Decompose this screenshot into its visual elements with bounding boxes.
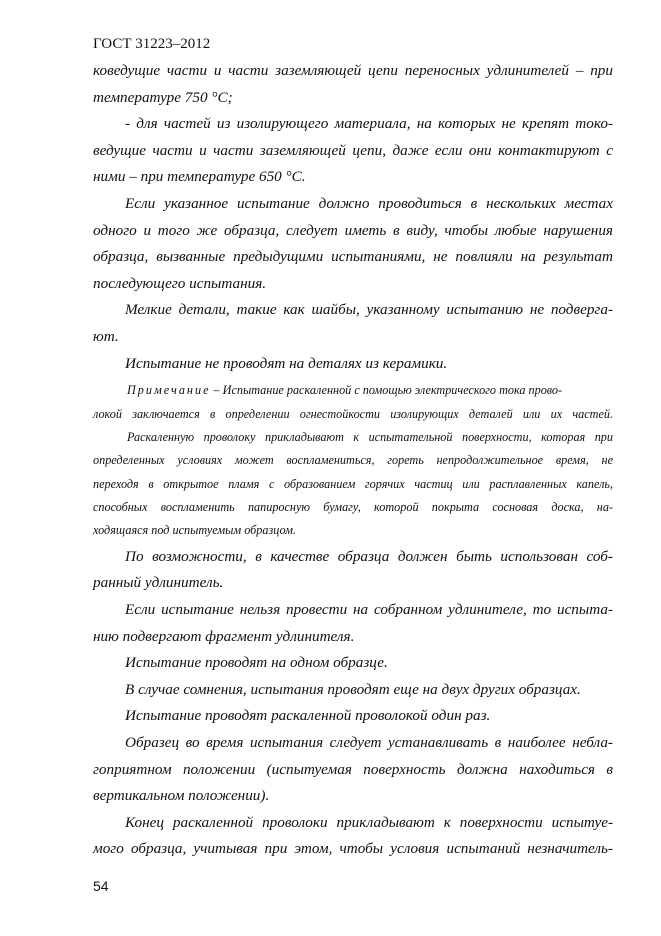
document-body <box>93 58 613 863</box>
text-line: ними – при температуре 650 °С. <box>93 168 306 186</box>
note-text: – Испытание раскаленной с помощью электрического тока прово- <box>210 383 563 398</box>
text-line: образца, вызванные предыдущими испытаниями, не повлияли на результат <box>93 248 613 266</box>
paragraph-first-line: Если указанное испытание должно проводиться в нескольких местах <box>125 194 613 212</box>
note-block <box>93 379 613 543</box>
text-line: ют. <box>93 327 119 345</box>
text-line: ведущие части и части заземляющей цепи, даже если они контактируют с <box>93 141 613 159</box>
text-line: коведущие части и части заземляющей цепи переносных удлинителей – при <box>93 62 613 79</box>
text-line: последующего испытания. <box>93 274 267 292</box>
text-line: ранный удлинитель. <box>93 574 224 592</box>
paragraph-first-line: Испытание проводят на одном образце. <box>125 654 388 672</box>
paragraph-first-line: В случае сомнения, испытания проводят еще на двух других образцах. <box>125 680 581 698</box>
paragraph-first-line: Мелкие детали, такие как шайбы, указанному испытанию не подверга- <box>125 301 613 319</box>
paragraph-first-line: Испытание не проводят на деталях из керамики. <box>125 354 448 372</box>
text-line: вертикальном положении). <box>93 787 270 805</box>
paragraph-first-line: По возможности, в качестве образца должен быть использован соб- <box>125 547 613 565</box>
text-line: одного и того же образца, следует иметь в виду, чтобы любые нарушения <box>93 221 613 239</box>
note-line: определенных условиях может воспламениться, гореть непродолжительное время, не <box>93 453 613 468</box>
paragraph-first-line: Если испытание нельзя провести на собранном удлинителе, то испыта- <box>125 601 613 619</box>
page-number: 54 <box>93 878 109 894</box>
text-line: нию подвергают фрагмент удлинителя. <box>93 627 355 645</box>
text-line: температуре 750 °С; <box>93 88 233 106</box>
note-line: локой заключается в определении огнестойкости изолирующих деталей или их частей. <box>93 406 613 421</box>
text-line: гоприятном положении (испытуемая поверхность должна находиться в <box>93 760 613 778</box>
page-header-standard-id: ГОСТ 31223–2012 <box>93 36 211 52</box>
paragraph-first-line: Конец раскаленной проволоки прикладывают к поверхности испытуе- <box>125 813 613 831</box>
note-line <box>93 379 613 402</box>
list-item-line: - для частей из изолирующего материала, на которых не крепят токо- <box>125 115 613 133</box>
note-line: ходящаяся под испытуемым образцом. <box>93 523 296 538</box>
paragraph-first-line: Образец во время испытания следует устанавливать в наиболее небла- <box>125 734 613 752</box>
text-line: мого образца, учитывая при этом, чтобы условия испытаний незначитель- <box>93 840 613 858</box>
note-label: Примечание <box>127 383 211 398</box>
note-line: способных воспламенить папиросную бумагу, которой покрыта сосновая доска, на- <box>93 500 613 515</box>
note-line: переходя в открытое пламя с образованием горячих частиц или расплавленных капель, <box>93 476 613 491</box>
paragraph-first-line: Испытание проводят раскаленной проволокой один раз. <box>125 707 491 725</box>
note-line: Раскаленную проволоку прикладывают к испытательной поверхности, которая при <box>127 429 613 444</box>
